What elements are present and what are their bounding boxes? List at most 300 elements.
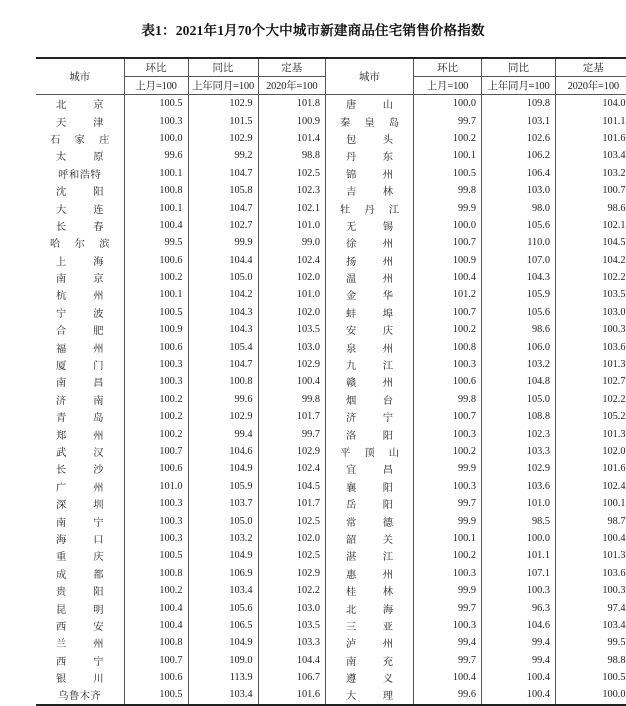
cell-city — [326, 599, 414, 616]
cell-base: 102.2 — [258, 582, 325, 599]
cell-mom: 100.4 — [414, 269, 482, 286]
city-name: 徐 州 — [332, 235, 407, 250]
table-row — [36, 356, 325, 373]
table-row — [36, 304, 325, 321]
cell-base: 100.4 — [556, 530, 626, 547]
cell-base: 101.4 — [258, 130, 325, 147]
cell-yoy: 98.6 — [482, 321, 556, 338]
cell-city — [326, 408, 414, 425]
header-mom-sub: 上月=100 — [414, 77, 482, 95]
table-row — [326, 425, 626, 442]
cell-mom: 100.6 — [124, 252, 188, 269]
cell-city — [36, 356, 124, 373]
cell-city — [326, 582, 414, 599]
cell-city — [36, 147, 124, 164]
cell-city — [36, 199, 124, 216]
cell-base: 98.6 — [556, 199, 626, 216]
cell-base: 103.5 — [258, 321, 325, 338]
cell-mom: 100.8 — [124, 565, 188, 582]
table-row — [326, 582, 626, 599]
city-name: 丹 东 — [332, 148, 407, 163]
cell-yoy: 103.2 — [482, 356, 556, 373]
cell-mom: 100.8 — [124, 182, 188, 199]
cell-base: 99.0 — [258, 234, 325, 251]
cell-mom: 100.3 — [414, 356, 482, 373]
table-row — [326, 269, 626, 286]
table-row — [36, 130, 325, 147]
cell-mom: 100.7 — [414, 234, 482, 251]
city-name: 深 圳 — [42, 496, 118, 511]
city-name: 岳 阳 — [332, 496, 407, 511]
city-name: 上 海 — [42, 253, 118, 268]
header-base: 定基 — [556, 58, 626, 77]
cell-mom: 100.8 — [124, 634, 188, 651]
cell-mom: 100.0 — [124, 130, 188, 147]
cell-yoy: 106.2 — [482, 147, 556, 164]
table-row — [36, 147, 325, 164]
header-base: 定基 — [258, 58, 325, 77]
table-row — [36, 582, 325, 599]
table-row — [326, 321, 626, 338]
cell-city — [326, 634, 414, 651]
table-row — [36, 252, 325, 269]
cell-base: 101.3 — [556, 356, 626, 373]
header-mom-sub: 上月=100 — [124, 77, 188, 95]
table-row — [326, 460, 626, 477]
cell-city — [36, 234, 124, 251]
cell-mom: 99.7 — [414, 495, 482, 512]
table-row — [326, 652, 626, 669]
table-row — [36, 686, 325, 704]
cell-mom: 100.5 — [124, 304, 188, 321]
cell-base: 100.9 — [258, 112, 325, 129]
city-name: 石 家 庄 — [42, 131, 118, 146]
cell-mom: 100.3 — [124, 373, 188, 390]
city-name: 济 南 — [42, 392, 118, 407]
cell-yoy: 104.7 — [188, 165, 258, 182]
cell-base: 101.6 — [258, 686, 325, 704]
cell-base: 100.3 — [556, 321, 626, 338]
cell-mom: 99.7 — [414, 652, 482, 669]
header-city: 城市 — [326, 58, 414, 95]
cell-base: 101.7 — [258, 495, 325, 512]
cell-mom: 100.2 — [124, 269, 188, 286]
cell-yoy: 98.0 — [482, 199, 556, 216]
city-name: 锦 州 — [332, 166, 407, 181]
cell-city — [36, 443, 124, 460]
city-name: 九 江 — [332, 357, 407, 372]
cell-city — [36, 460, 124, 477]
city-name: 南 宁 — [42, 514, 118, 529]
city-name: 厦 门 — [42, 357, 118, 372]
cell-yoy: 113.9 — [188, 669, 258, 686]
city-name: 南 昌 — [42, 374, 118, 389]
table-row — [36, 182, 325, 199]
table-row — [326, 165, 626, 182]
price-index-table-right — [325, 57, 626, 706]
city-name: 南 京 — [42, 270, 118, 285]
cell-yoy: 109.0 — [188, 652, 258, 669]
cell-city — [36, 652, 124, 669]
cell-mom: 100.2 — [124, 582, 188, 599]
cell-mom: 100.7 — [124, 652, 188, 669]
cell-yoy: 103.7 — [188, 495, 258, 512]
table-row — [36, 652, 325, 669]
cell-base: 103.4 — [556, 147, 626, 164]
cell-base: 102.0 — [258, 530, 325, 547]
city-name: 天 津 — [42, 114, 118, 129]
header-yoy-sub: 上年同月=100 — [482, 77, 556, 95]
cell-city — [326, 652, 414, 669]
city-name: 兰 州 — [42, 635, 118, 650]
cell-yoy: 99.4 — [482, 652, 556, 669]
city-name: 哈 尔 滨 — [42, 235, 118, 250]
header-city: 城市 — [36, 58, 124, 95]
city-name: 大 理 — [332, 687, 407, 702]
cell-mom: 100.2 — [414, 130, 482, 147]
price-index-table-left — [36, 57, 325, 706]
table-row — [36, 530, 325, 547]
city-name: 扬 州 — [332, 253, 407, 268]
cell-mom: 100.7 — [414, 304, 482, 321]
header-mom: 环比 — [124, 58, 188, 77]
cell-yoy: 107.0 — [482, 252, 556, 269]
cell-mom: 100.1 — [124, 199, 188, 216]
cell-yoy: 98.5 — [482, 512, 556, 529]
cell-yoy: 108.8 — [482, 408, 556, 425]
cell-mom: 100.1 — [414, 530, 482, 547]
cell-mom: 100.3 — [414, 478, 482, 495]
table-row — [36, 599, 325, 616]
cell-base: 102.9 — [258, 443, 325, 460]
cell-mom: 100.2 — [414, 443, 482, 460]
city-name: 南 充 — [332, 653, 407, 668]
cell-city — [326, 669, 414, 686]
city-name: 无 锡 — [332, 218, 407, 233]
cell-city — [326, 199, 414, 216]
cell-yoy: 99.4 — [188, 425, 258, 442]
cell-base: 103.0 — [556, 304, 626, 321]
cell-base: 100.0 — [556, 686, 626, 704]
cell-city — [36, 112, 124, 129]
table-row — [326, 373, 626, 390]
table-row — [36, 286, 325, 303]
cell-city — [326, 321, 414, 338]
cell-base: 103.5 — [258, 617, 325, 634]
cell-base: 103.6 — [556, 565, 626, 582]
cell-mom: 100.1 — [414, 147, 482, 164]
table-row — [326, 495, 626, 512]
city-name: 洛 阳 — [332, 427, 407, 442]
cell-yoy: 106.0 — [482, 338, 556, 355]
cell-mom: 101.0 — [124, 478, 188, 495]
cell-mom: 99.9 — [414, 460, 482, 477]
city-name: 赣 州 — [332, 374, 407, 389]
table-row — [326, 95, 626, 113]
cell-yoy: 102.3 — [482, 425, 556, 442]
cell-yoy: 104.4 — [188, 252, 258, 269]
table-row — [326, 408, 626, 425]
cell-yoy: 105.9 — [188, 478, 258, 495]
cell-city — [326, 286, 414, 303]
city-name: 北 京 — [42, 96, 118, 111]
city-name: 合 肥 — [42, 322, 118, 337]
table-row — [36, 460, 325, 477]
cell-city — [36, 478, 124, 495]
table-row — [36, 373, 325, 390]
cell-base: 104.0 — [556, 95, 626, 113]
cell-base: 99.7 — [258, 425, 325, 442]
cell-base: 101.7 — [258, 408, 325, 425]
cell-yoy: 102.6 — [482, 130, 556, 147]
cell-mom: 100.3 — [124, 530, 188, 547]
cell-yoy: 104.6 — [482, 617, 556, 634]
cell-yoy: 104.6 — [188, 443, 258, 460]
cell-base: 101.0 — [258, 217, 325, 234]
city-name: 大 连 — [42, 201, 118, 216]
cell-base: 102.3 — [258, 182, 325, 199]
cell-city — [326, 565, 414, 582]
cell-city — [36, 130, 124, 147]
table-row — [36, 199, 325, 216]
city-name: 昆 明 — [42, 601, 118, 616]
cell-base: 103.0 — [258, 338, 325, 355]
cell-yoy: 109.8 — [482, 95, 556, 113]
cell-mom: 100.8 — [414, 338, 482, 355]
table-row — [326, 252, 626, 269]
city-name: 蚌 埠 — [332, 305, 407, 320]
city-name: 重 庆 — [42, 548, 118, 563]
cell-yoy: 102.9 — [188, 95, 258, 113]
cell-base: 102.5 — [258, 512, 325, 529]
city-name: 福 州 — [42, 340, 118, 355]
cell-base: 103.2 — [556, 165, 626, 182]
city-name: 呼和浩特 — [42, 166, 118, 181]
cell-mom: 99.8 — [414, 182, 482, 199]
cell-base: 101.0 — [258, 286, 325, 303]
cell-base: 100.5 — [556, 669, 626, 686]
cell-yoy: 104.3 — [188, 304, 258, 321]
city-name: 三 亚 — [332, 618, 407, 633]
table-row — [36, 321, 325, 338]
cell-mom: 100.3 — [414, 565, 482, 582]
table-row — [36, 565, 325, 582]
table-row — [326, 234, 626, 251]
cell-yoy: 104.3 — [188, 321, 258, 338]
cell-mom: 100.5 — [124, 95, 188, 113]
cell-yoy: 103.3 — [482, 443, 556, 460]
city-name: 烟 台 — [332, 392, 407, 407]
cell-base: 102.0 — [258, 269, 325, 286]
cell-city — [36, 373, 124, 390]
cell-yoy: 104.3 — [482, 269, 556, 286]
cell-base: 101.1 — [556, 112, 626, 129]
cell-yoy: 103.4 — [188, 582, 258, 599]
cell-yoy: 100.3 — [482, 582, 556, 599]
cell-mom: 100.6 — [124, 338, 188, 355]
cell-mom: 100.4 — [414, 669, 482, 686]
cell-mom: 100.2 — [414, 321, 482, 338]
cell-city — [36, 617, 124, 634]
cell-yoy: 99.4 — [482, 634, 556, 651]
cell-city — [36, 252, 124, 269]
table-row — [326, 217, 626, 234]
cell-base: 102.0 — [556, 443, 626, 460]
cell-mom: 100.6 — [124, 460, 188, 477]
cell-yoy: 102.7 — [188, 217, 258, 234]
cell-yoy: 106.4 — [482, 165, 556, 182]
table-row — [36, 547, 325, 564]
cell-yoy: 105.6 — [188, 599, 258, 616]
city-name: 太 原 — [42, 148, 118, 163]
city-name: 泉 州 — [332, 340, 407, 355]
table-row — [326, 599, 626, 616]
table-row — [36, 217, 325, 234]
cell-base: 101.6 — [556, 460, 626, 477]
cell-base: 102.5 — [258, 165, 325, 182]
cell-yoy: 102.9 — [188, 408, 258, 425]
city-name: 牡 丹 江 — [332, 201, 407, 216]
city-name: 泸 州 — [332, 635, 407, 650]
cell-mom: 99.9 — [414, 512, 482, 529]
city-name: 宜 昌 — [332, 461, 407, 476]
cell-base: 102.9 — [258, 565, 325, 582]
cell-yoy: 105.0 — [188, 512, 258, 529]
cell-city — [36, 408, 124, 425]
cell-city — [36, 512, 124, 529]
cell-yoy: 104.2 — [188, 286, 258, 303]
city-name: 唐 山 — [332, 96, 407, 111]
cell-city — [326, 217, 414, 234]
cell-city — [326, 112, 414, 129]
cell-city — [36, 547, 124, 564]
city-name: 武 汉 — [42, 444, 118, 459]
table-row — [326, 686, 626, 704]
cell-base: 102.4 — [258, 252, 325, 269]
table-row — [326, 512, 626, 529]
cell-yoy: 99.9 — [188, 234, 258, 251]
cell-yoy: 107.1 — [482, 565, 556, 582]
city-name: 广 州 — [42, 479, 118, 494]
table-row — [36, 478, 325, 495]
city-name: 西 安 — [42, 618, 118, 633]
cell-base: 102.4 — [556, 478, 626, 495]
cell-city — [36, 321, 124, 338]
cell-base: 104.5 — [258, 478, 325, 495]
table-row — [326, 286, 626, 303]
table-row — [36, 425, 325, 442]
cell-mom: 100.9 — [414, 252, 482, 269]
cell-city — [326, 269, 414, 286]
cell-base: 98.8 — [258, 147, 325, 164]
cell-city — [326, 460, 414, 477]
cell-yoy: 105.4 — [188, 338, 258, 355]
table-body-right — [326, 95, 626, 705]
cell-mom: 100.3 — [124, 512, 188, 529]
cell-mom: 100.2 — [124, 408, 188, 425]
city-name: 桂 林 — [332, 583, 407, 598]
cell-mom: 100.3 — [124, 356, 188, 373]
cell-yoy: 102.9 — [188, 130, 258, 147]
cell-yoy: 103.1 — [482, 112, 556, 129]
cell-yoy: 106.9 — [188, 565, 258, 582]
city-name: 金 华 — [332, 287, 407, 302]
cell-mom: 100.6 — [124, 669, 188, 686]
city-name: 长 沙 — [42, 461, 118, 476]
cell-mom: 100.0 — [414, 95, 482, 113]
cell-base: 103.5 — [556, 286, 626, 303]
cell-base: 101.3 — [556, 547, 626, 564]
cell-base: 99.5 — [556, 634, 626, 651]
cell-yoy: 99.6 — [188, 391, 258, 408]
city-name: 杭 州 — [42, 287, 118, 302]
cell-city — [36, 338, 124, 355]
cell-city — [36, 599, 124, 616]
cell-base: 100.3 — [556, 582, 626, 599]
cell-city — [326, 617, 414, 634]
cell-base: 105.2 — [556, 408, 626, 425]
table-row — [36, 112, 325, 129]
cell-mom: 100.7 — [414, 408, 482, 425]
cell-city — [326, 182, 414, 199]
cell-mom: 100.3 — [414, 425, 482, 442]
cell-base: 103.0 — [258, 599, 325, 616]
cell-base: 103.3 — [258, 634, 325, 651]
cell-yoy: 101.5 — [188, 112, 258, 129]
cell-yoy: 101.0 — [482, 495, 556, 512]
cell-city — [326, 356, 414, 373]
table-row — [326, 199, 626, 216]
cell-yoy: 102.9 — [482, 460, 556, 477]
city-name: 秦 皇 岛 — [332, 114, 407, 129]
city-name: 西 宁 — [42, 653, 118, 668]
cell-city — [36, 634, 124, 651]
table-row — [326, 634, 626, 651]
table-row — [36, 95, 325, 113]
cell-yoy: 105.0 — [482, 391, 556, 408]
cell-city — [326, 252, 414, 269]
cell-city — [326, 338, 414, 355]
city-name: 成 都 — [42, 566, 118, 581]
cell-city — [36, 269, 124, 286]
cell-city — [326, 304, 414, 321]
city-name: 青 岛 — [42, 409, 118, 424]
cell-city — [326, 391, 414, 408]
cell-mom: 100.1 — [124, 286, 188, 303]
cell-mom: 100.4 — [124, 617, 188, 634]
city-name: 安 庆 — [332, 322, 407, 337]
city-name: 济 宁 — [332, 409, 407, 424]
table-row — [326, 547, 626, 564]
table-row — [326, 565, 626, 582]
cell-yoy: 106.5 — [188, 617, 258, 634]
cell-mom: 99.4 — [414, 634, 482, 651]
cell-mom: 100.0 — [414, 217, 482, 234]
city-name: 惠 州 — [332, 566, 407, 581]
cell-city — [326, 512, 414, 529]
cell-base: 102.5 — [258, 547, 325, 564]
cell-yoy: 96.3 — [482, 599, 556, 616]
cell-mom: 100.5 — [124, 547, 188, 564]
cell-yoy: 103.0 — [482, 182, 556, 199]
table-row — [326, 130, 626, 147]
city-name: 韶 关 — [332, 531, 407, 546]
cell-base: 102.7 — [556, 373, 626, 390]
cell-city — [326, 165, 414, 182]
cell-mom: 99.5 — [124, 234, 188, 251]
table-row — [36, 165, 325, 182]
cell-city — [36, 530, 124, 547]
